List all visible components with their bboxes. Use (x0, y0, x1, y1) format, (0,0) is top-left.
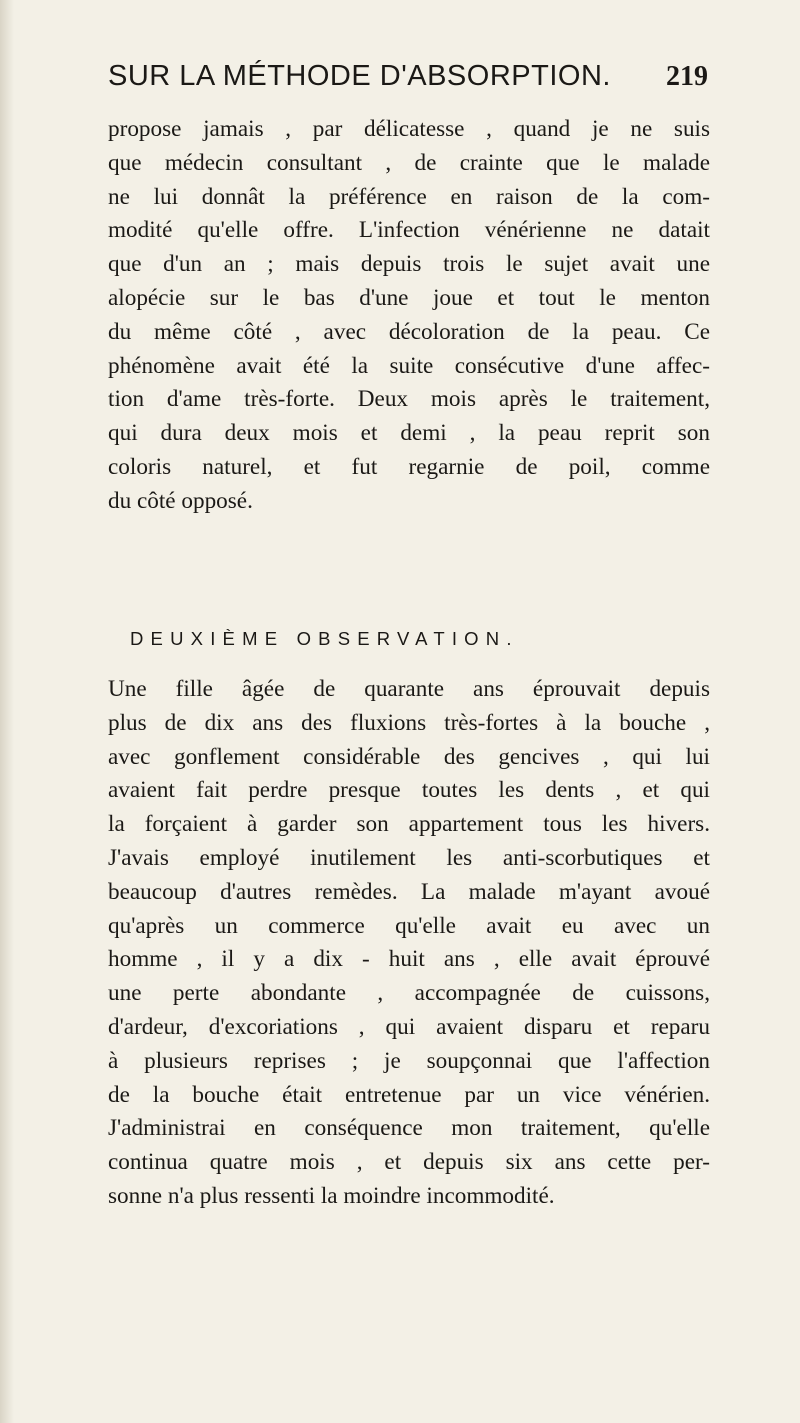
text-line: modité qu'elle offre. L'infection vénérienne ne datait (108, 217, 710, 244)
text-line: homme , il y a dix - huit ans , elle avait éprouvé (108, 946, 710, 973)
text-line: avec gonflement considérable des gencives , qui lui (108, 743, 710, 770)
section-heading: DEUXIÈME OBSERVATION. (130, 628, 519, 649)
text-line: sonne n'a plus ressenti la moindre incommodité. (108, 1182, 555, 1209)
text-line: une perte abondante , accompagnée de cuissons, (108, 980, 710, 1007)
running-head (108, 60, 708, 104)
text-line: propose jamais , par délicatesse , quand je ne suis (108, 116, 710, 142)
text-line: qu'après un commerce qu'elle avait eu avec un (108, 912, 710, 939)
text-line: d'ardeur, d'excoriations , qui avaient disparu et reparu (108, 1013, 710, 1040)
text-line: que d'un an ; mais depuis trois le sujet avait une (108, 251, 710, 278)
running-title: SUR LA MÉTHODE D'ABSORPTION. (108, 60, 611, 92)
paragraph-continuation (108, 113, 710, 519)
text-line: du même côté , avec décoloration de la peau. Ce (108, 318, 710, 345)
text-line: J'administrai en conséquence mon traitement, qu'elle (108, 1115, 710, 1142)
text-line: alopécie sur le bas d'une joue et tout le menton (108, 284, 710, 311)
text-line: beaucoup d'autres remèdes. La malade m'ayant avoué (108, 878, 710, 905)
observation-paragraph (108, 673, 710, 1214)
text-line: tion d'ame très-forte. Deux mois après le traitement, (108, 386, 710, 413)
text-line: du côté opposé. (108, 487, 253, 514)
page-binding-shadow (0, 0, 14, 1423)
text-line: qui dura deux mois et demi , la peau reprit son (108, 420, 710, 447)
text-line: phénomène avait été la suite consécutive d'une affec- (108, 352, 710, 379)
text-line: plus de dix ans des fluxions très-fortes à la bouche , (108, 709, 710, 736)
page-number: 219 (666, 61, 708, 92)
text-line: coloris naturel, et fut regarnie de poil, comme (108, 453, 710, 480)
text-line: Une fille âgée de quarante ans éprouvait depuis (108, 676, 710, 702)
text-line: J'avais employé inutilement les anti-scorbutiques et (108, 844, 710, 871)
text-line: ne lui donnât la préférence en raison de la com- (108, 183, 710, 210)
text-line: continua quatre mois , et depuis six ans cette per- (108, 1149, 710, 1176)
text-line: la forçaient à garder son appartement tous les hivers. (108, 811, 710, 838)
text-line: de la bouche était entretenue par un vice vénérien. (108, 1081, 710, 1108)
text-line: avaient fait perdre presque toutes les dents , et qui (108, 777, 710, 804)
text-line: à plusieurs reprises ; je soupçonnai que l'affection (108, 1047, 710, 1074)
text-line: que médecin consultant , de crainte que le malade (108, 149, 710, 176)
